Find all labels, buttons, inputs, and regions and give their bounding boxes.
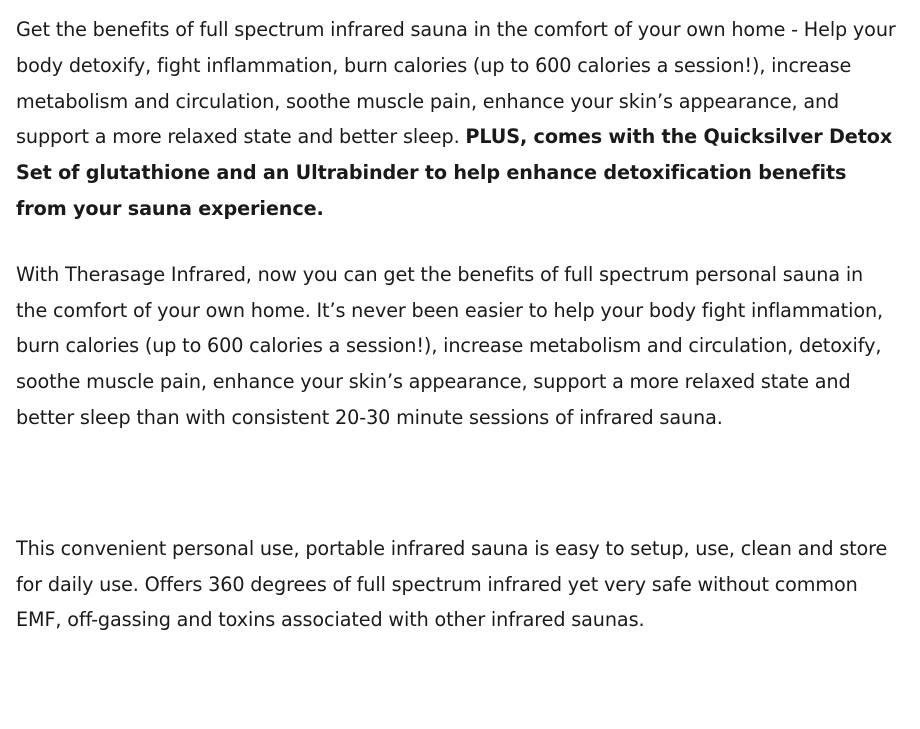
portable-sauna-paragraph: This convenient personal use, portable infrared sauna is easy to setup, use, clean and store for daily use. Offers 360 degrees of full spectrum infrared yet very safe without common EMF, off-gassing and toxins associated with other infrared saunas. (16, 536, 888, 632)
intro-bold-text: PLUS, comes with the Quicksilver Detox Set of glutathione and an Ultrabinder to help enhance detoxification benefits from your sauna experience. (16, 125, 893, 220)
product-description (16, 12, 896, 638)
intro-text: Get the benefits of full spectrum infrared sauna in the comfort of your own home - Help your body detoxify, fight inflammation, burn calories (up to 600 calories a session!), increase metabolism and circulation, soothe muscle pain, enhance your skin’s appearance, and support a more relaxed state and better sleep. (16, 18, 896, 149)
intro-paragraph (16, 12, 896, 227)
therasage-paragraph: With Therasage Infrared, now you can get the benefits of full spectrum personal sauna in the comfort of your own home. It’s never been easier to help your body fight inflammation, burn calories (up to 600 calories a session!), increase metabolism and circulation, detoxify, soothe muscle pain, enhance your skin’s appearance, support a more relaxed state and better sleep than with consistent 20-30 minute sessions of infrared sauna. (16, 262, 884, 429)
